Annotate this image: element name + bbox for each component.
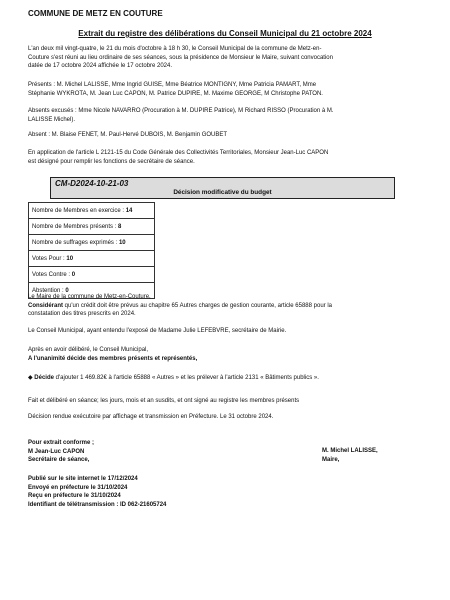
presents-line: Stéphanie WYKROTA, M. Jean Luc CAPON, M. Patrice DUPIRE, M. Maxime GEORGE, M Christophe PATON. (28, 90, 323, 97)
document-title: Extrait du registre des délibérations du Conseil Municipal du 21 octobre 2024 (78, 29, 372, 38)
excuses-line: Absents excusés : Mme Nicole NAVARRO (Procuration à M. DUPIRE Patrice), M Richard RISSO (Procuration à M. (28, 108, 334, 114)
vote-value: 10 (66, 255, 74, 262)
fait-paragraph: Fait et délibéré en séance; les jours, mois et an susdits, et ont signé au registre les membres présents (28, 398, 300, 404)
table-row (29, 267, 155, 283)
secretaire-line: En application de l'article L 2121-15 du Code Générale des Collectivités Territoriales, Monsieur Jean-Luc CAPON (28, 150, 329, 156)
commune-name: COMMUNE DE METZ EN COUTURE (28, 9, 163, 18)
secretaire-title: Secrétaire de séance, (28, 457, 90, 464)
decision-subject: Décision modificative du budget (173, 189, 272, 196)
maire-title: Maire, (322, 456, 340, 463)
identifiant-line: Identifiant de télétransmission : ID 062-21605724 (28, 501, 167, 508)
secretaire-line: est désigné pour remplir les fonctions de secrétaire de séance. (28, 158, 195, 165)
vote-value: 10 (118, 239, 126, 246)
considerant-line: constatation des titres prescrits en 2024. (28, 311, 136, 318)
recu-line: Reçu en préfecture le 31/10/2024 (28, 493, 121, 500)
vote-label: Votes Pour : (32, 255, 65, 262)
vote-label: Nombre de Membres présents : (32, 223, 117, 230)
expose-paragraph: Le Conseil Municipal, ayant entendu l'exposé de Madame Julie LEFEBVRE, secrétaire de Mairie. (28, 328, 287, 334)
vote-value: 0 (65, 287, 69, 294)
considerant-text: qu'un crédit doit être prévus au chapitre 65 Autres charges de gestion courante, article 65888 pour la (63, 302, 332, 309)
extrait-line: Pour extrait conforme ; (28, 440, 95, 446)
considerant-paragraph (28, 293, 424, 319)
votes-table (28, 202, 155, 299)
decision-header-box (50, 177, 395, 199)
envoye-line: Envoyé en préfecture le 31/10/2024 (28, 484, 128, 491)
signature-left (28, 439, 94, 465)
vote-label: Nombre de suffrages exprimés : (32, 239, 118, 246)
decide-paragraph (28, 374, 424, 383)
decide-text: d'ajouter 1 469.82€ à l'article 65888 « Autres » et les prélever à l'article 2131 « Bâtiments publics ». (53, 375, 319, 381)
bullet-icon: ◆ (28, 375, 35, 381)
publication-block (28, 475, 166, 509)
secretaire-name: M Jean-Luc CAPON (28, 448, 85, 455)
decide-keyword: Décide (34, 375, 54, 381)
table-row (29, 219, 155, 235)
intro-paragraph (28, 45, 424, 71)
vote-value: 14 (125, 207, 133, 214)
intro-line: Couture s'est réuni au lieu ordinaire de ses séances, sous la présidence de Monsieur le Maire, suivant convocation (28, 54, 333, 61)
considerant-keyword: Considérant (28, 302, 64, 309)
intro-line: datée de 17 octobre 2024 affichée le 17 octobre 2024. (28, 63, 173, 70)
secretaire-paragraph (28, 149, 424, 166)
publie-line: Publié sur le site internet le 17/12/2024 (28, 476, 138, 482)
unanimite-line: A l'unanimité décide des membres présents et représentés, (28, 355, 198, 362)
maire-line: Le Maire de la commune de Metz-en-Couture, (28, 294, 151, 300)
vote-value: 8 (118, 223, 122, 230)
vote-label: Nombre de Membres en exercice : (32, 207, 125, 214)
excuses-paragraph (28, 107, 424, 124)
delibere-line: Après en avoir délibéré, le Conseil Municipal, (28, 347, 149, 353)
signature-right (322, 447, 378, 464)
table-row (29, 251, 155, 267)
intro-line: L'an deux mil vingt-quatre, le 21 du mois d'octobre à 18 h 30, le Conseil Municipal de la commune de Metz-en- (28, 46, 322, 52)
excuses-line: LALISSE Michel). (28, 116, 76, 123)
decision-code: CM-D2024-10-21-03 (55, 179, 129, 188)
delibere-paragraph (28, 346, 424, 363)
table-row (29, 235, 155, 251)
vote-label: Abstention : (32, 287, 64, 294)
vote-value: 0 (71, 271, 76, 278)
absents-paragraph: Absent : M. Blaise FENET, M. Paul-Hervé DUBOIS, M. Benjamin GOUBET (28, 132, 228, 138)
presents-line: Présents : M. Michel LALISSE, Mme Ingrid GUISE, Mme Béatrice MONTIGNY, Mme Patricia PAMART, Mme (28, 82, 317, 88)
vote-label: Votes Contre : (32, 271, 71, 278)
table-row (29, 203, 155, 219)
presents-paragraph (28, 81, 424, 98)
maire-name: M. Michel LALISSE, (322, 448, 378, 454)
executoire-paragraph: Décision rendue exécutoire par affichage et transmission en Préfecture. Le 31 octobre 2024. (28, 414, 274, 420)
